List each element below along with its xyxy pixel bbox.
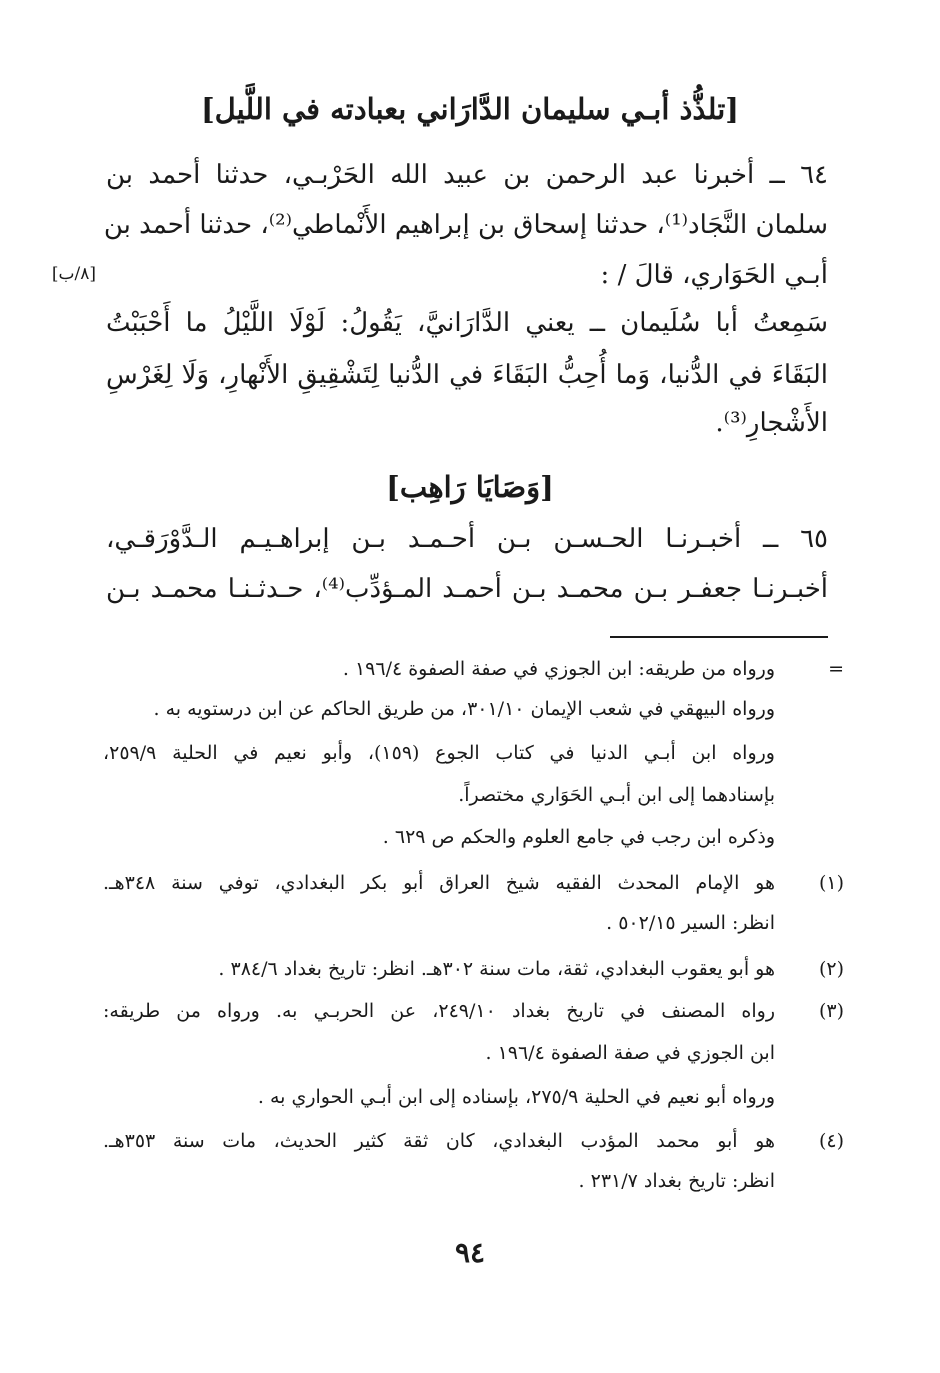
footnote-line: ورواه البيهقي في شعب الإيمان ٣٠١/١٠، من طريق الحاكم عن ابن درستويه به .	[153, 698, 775, 720]
footnote-line: انظر: تاريخ بغداد ٢٣١/٧ .	[578, 1170, 775, 1192]
footnote-continuation-marker: =	[828, 658, 844, 680]
section-heading-1: [تلذُّذ أبـي سليمان الدَّارَاني بعبادته في اللَّيل]	[200, 92, 740, 126]
body-line-2: سلمان النَّجَاد⁽¹⁾، حدثنا إسحاق بن إبراهيم الأَنْماطي⁽²⁾، حدثنا أحمد بن	[103, 210, 828, 240]
footnote-marker-4: (٤)	[818, 1130, 844, 1152]
page-number: ٩٤	[454, 1236, 486, 1269]
body-line-8: أخبـرنـا جعفـر بـن محمـد بـن أحمـد المـؤدِّب⁽⁴⁾، حـدثـنـا محمـد بـن	[106, 574, 828, 604]
body-line-6: الأَشْجارِ⁽³⁾.	[715, 408, 828, 438]
body-line-1: ٦٤ ــ أخبرنا عبد الرحمن بن عبيد الله الحَرْبـي، حدثنا أحمد بن	[106, 160, 828, 190]
footnote-line: انظر: السير ٥٠٢/١٥ .	[606, 912, 775, 934]
footnote-line: هو أبو يعقوب البغدادي، ثقة، مات سنة ٣٠٢هـ. انظر: تاريخ بغداد ٣٨٤/٦ .	[218, 958, 775, 980]
footnote-separator	[610, 636, 828, 638]
footnote-line: هو الإمام المحدث الفقيه شيخ العراق أبو بكر البغدادي، توفي سنة ٣٤٨هـ.	[103, 872, 775, 894]
footnote-marker-1: (١)	[818, 872, 844, 894]
footnote-line: ورواه أبو نعيم في الحلية ٢٧٥/٩، بإسناده إلى ابن أبـي الحواري به .	[257, 1086, 775, 1108]
footnote-line: وذكره ابن رجب في جامع العلوم والحكم ص ٦٢٩ .	[382, 826, 775, 848]
body-line-4: سَمِعتُ أبا سُلَيمان ــ يعني الدَّارَانيَّ، يَقُولُ: لَوْلَا اللَّيْلُ ما أَحْبَبْتُ	[106, 308, 828, 338]
body-line-7: ٦٥ ــ أخبـرنـا الحـسـن بـن أحـمـد بـن إبراهـيـم الـدَّوْرَقـي،	[106, 524, 828, 554]
footnote-line: ورواه من طريقه: ابن الجوزي في صفة الصفوة ١٩٦/٤ .	[342, 658, 775, 680]
footnote-marker-3: (٣)	[818, 1000, 844, 1022]
body-line-3: أبـي الحَوَاري، قالَ / :	[600, 260, 828, 290]
body-line-5: البَقَاءَ في الدُّنيا، وَما أُحِبُّ البَقَاءَ في الدُّنيا لِتَشْقِيقِ الأَنْهارِ، وَلَا لِغَرْسِ	[106, 360, 828, 390]
section-heading-2: [وَصَايَا رَاهِب]	[386, 470, 554, 504]
footnote-line: رواه المصنف في تاريخ بغداد ٢٤٩/١٠، عن الحربـي به. ورواه من طريقه:	[103, 1000, 775, 1022]
footnote-line: هو أبو محمد المؤدب البغدادي، كان ثقة كثير الحديث، مات سنة ٣٥٣هـ.	[103, 1130, 775, 1152]
footnote-line: ابن الجوزي في صفة الصفوة ١٩٦/٤ .	[485, 1042, 775, 1064]
footnote-marker-2: (٢)	[818, 958, 844, 980]
footnote-line: بإسنادهما إلى ابن أبـي الحَوَاري مختصراً.	[458, 784, 775, 806]
footnote-line: ورواه ابن أبـي الدنيا في كتاب الجوع (١٥٩)، وأبو نعيم في الحلية ٢٥٩/٩،	[103, 742, 775, 764]
folio-margin-note: [٨/ب]	[51, 264, 96, 284]
